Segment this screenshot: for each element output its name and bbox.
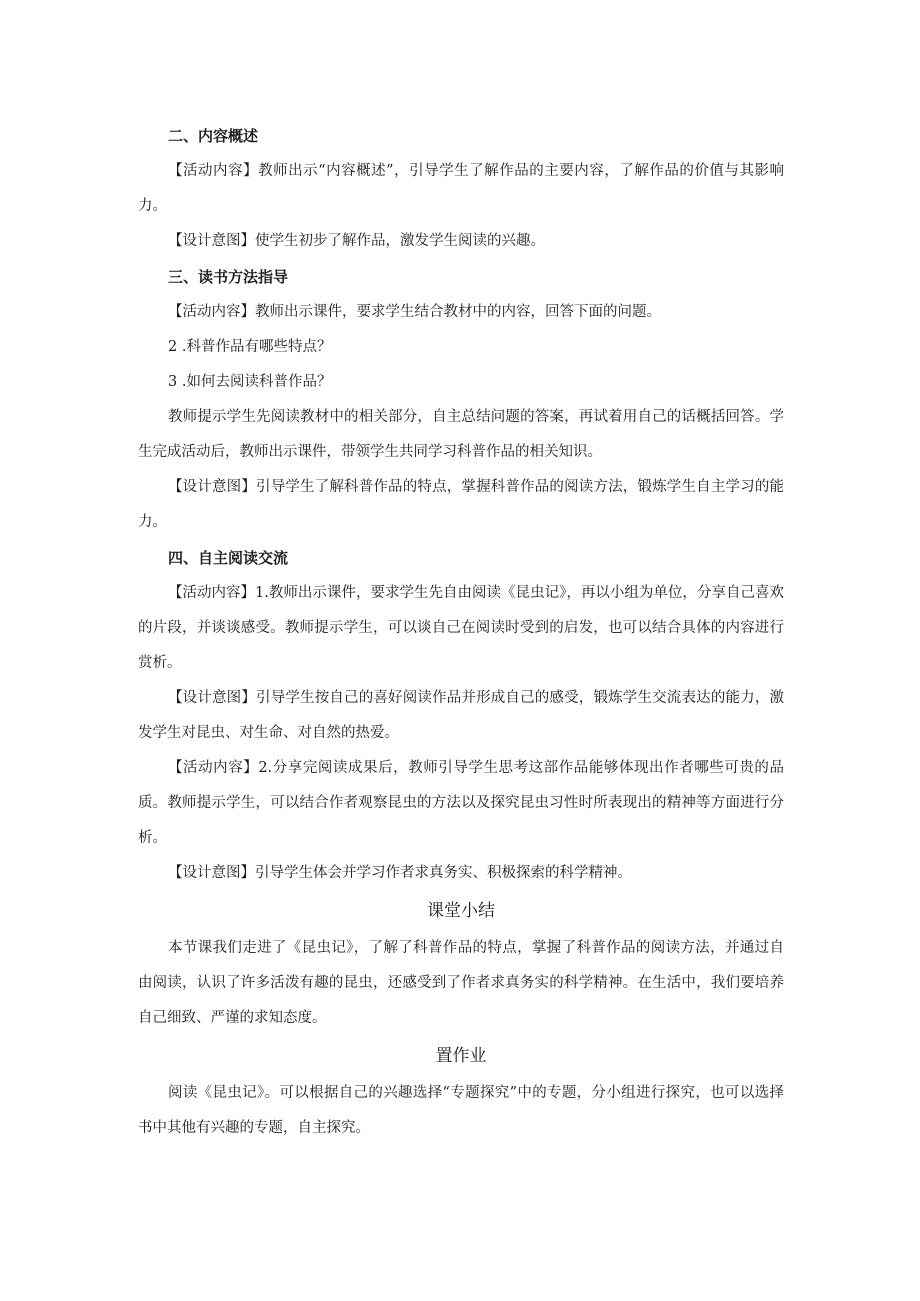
paragraph: 阅读《昆虫记》。可以根据自己的兴趣选择“专题探究”中的专题，分小组进行探究，也可以选择书中其他有兴趣的专题，自主探究。 — [138, 1085, 784, 1136]
paragraph: 教师提示学生先阅读教材中的相关部分，自主总结问题的答案，再试着用自己的话概括回答。学生完成活动后，教师出示课件，带领学生共同学习科普作品的相关知识。 — [138, 409, 784, 460]
section-title-homework: 置作业 — [435, 1046, 487, 1066]
section-title-class-summary: 课堂小结 — [427, 901, 495, 921]
paragraph: 【活动内容】教师出示课件，要求学生结合教材中的内容，回答下面的问题。 — [168, 304, 661, 320]
list-item: 2 .科普作品有哪些特点？ — [168, 339, 332, 355]
document-body — [138, 118, 784, 1146]
list-item: 3 .如何去阅读科普作品？ — [168, 374, 332, 390]
paragraph: 【设计意图】引导学生体会并学习作者求真务实、积极探索的科学精神。 — [168, 865, 632, 881]
paragraph: 【活动内容】2.分享完阅读成果后，教师引导学生思考这部作品能够体现出作者哪些可贵的品质。教师提示学生，可以结合作者观察昆虫的方法以及探究昆虫习性时所表现出的精神等方面进行分析。 — [138, 760, 784, 846]
paragraph: 【设计意图】引导学生按自己的喜好阅读作品并形成自己的感受，锻炼学生交流表达的能力，激发学生对昆虫、对生命、对自然的热爱。 — [138, 690, 784, 741]
paragraph: 【活动内容】1.教师出示课件，要求学生先自由阅读《昆虫记》，再以小组为单位，分享自己喜欢的片段，并谈谈感受。教师提示学生，可以谈自己在阅读时受到的启发，也可以结合具体的内容进行赏析。 — [138, 585, 784, 671]
paragraph: 【设计意图】引导学生了解科普作品的特点，掌握科普作品的阅读方法，锻炼学生自主学习的能力。 — [138, 479, 784, 530]
paragraph: 本节课我们走进了《昆虫记》，了解了科普作品的特点，掌握了科普作品的阅读方法，并通过自由阅读，认识了许多活泼有趣的昆虫，还感受到了作者求真务实的科学精神。在生活中，我们要培养自己细致、严谨的求知态度。 — [138, 940, 784, 1026]
section-heading-content-overview: 二、内容概述 — [168, 127, 259, 145]
paragraph: 【设计意图】使学生初步了解作品，激发学生阅读的兴趣。 — [168, 233, 545, 249]
section-heading-reading-method: 三、读书方法指导 — [168, 268, 289, 286]
section-heading-independent-reading: 四、自主阅读交流 — [168, 549, 289, 567]
paragraph: 【活动内容】教师出示“内容概述”，引导学生了解作品的主要内容，了解作品的价值与其影响力。 — [138, 163, 784, 214]
